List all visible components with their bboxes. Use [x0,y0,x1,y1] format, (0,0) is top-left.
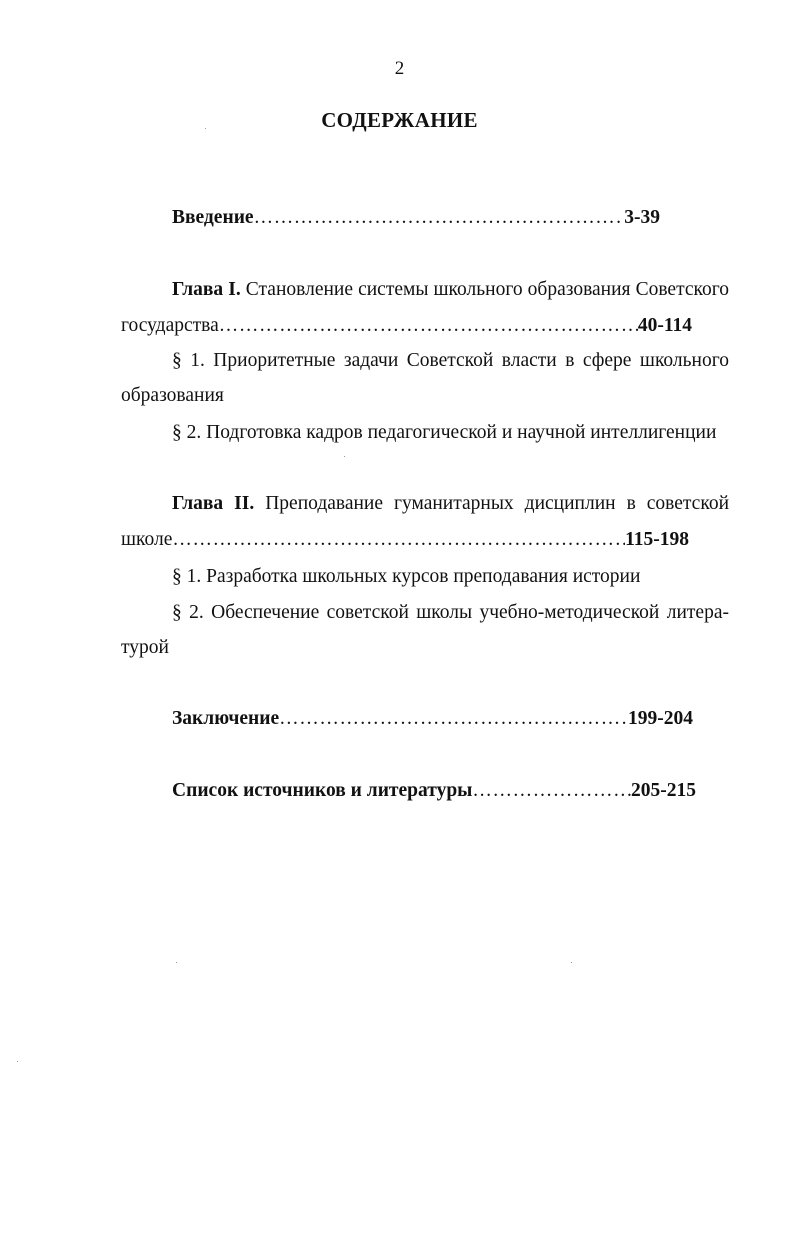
toc-chapter1-section1-cont: образования [121,385,224,406]
toc-entry-intro[interactable] [172,206,660,230]
toc-references-label: Список источников и литературы [172,780,473,801]
dot-leader [254,206,625,230]
toc-intro-label: Введение [172,207,254,228]
page-title: СОДЕРЖАНИЕ [321,108,478,132]
toc-chapter1-section1[interactable]: § 1. Приоритетные задачи Советской власти в сфере школьного [172,350,729,371]
page-number: 2 [394,58,405,79]
chapter1-title-line1: Становление системы школьного образования Советского [245,279,729,300]
chapter2-label: Глава II. [172,493,255,514]
toc-chapter2-pages-line[interactable] [121,528,689,552]
toc-chapter1-pages-line[interactable] [121,314,692,338]
chapter1-pages: 40-114 [637,315,692,336]
scan-speck [176,962,177,963]
toc-chapter2-section2-cont: турой [121,637,169,658]
scan-speck [344,456,345,457]
chapter1-title-line2: государства [121,315,219,336]
toc-intro-pages: 3-39 [624,207,660,228]
chapter2-title-line2: школе [121,529,173,550]
dot-leader [172,528,625,552]
toc-conclusion-label: Заключение [172,708,280,729]
toc-entry-conclusion[interactable] [172,707,693,731]
chapter2-title-line1: Преподавание гуманитарных дисциплин в советской [265,493,729,514]
toc-chapter1-section2[interactable]: § 2. Подготовка кадров педагогической и научной интеллигенции [172,422,717,443]
toc-chapter2-section1[interactable]: § 1. Разработка школьных курсов преподавания истории [172,566,641,587]
scan-speck [205,128,206,129]
chapter1-label: Глава I. [172,279,241,300]
toc-conclusion-pages: 199-204 [628,708,693,729]
toc-chapter2-section2[interactable]: § 2. Обеспечение советской школы учебно-методической литера- [172,602,729,623]
chapter2-pages: 115-198 [625,529,689,550]
dot-leader [279,707,628,731]
toc-chapter2-heading[interactable] [172,492,729,516]
toc-chapter1-heading[interactable] [172,278,729,302]
dot-leader [219,314,638,338]
dot-leader [472,779,631,803]
toc-entry-references[interactable] [172,779,696,803]
scan-speck [571,962,572,963]
toc-references-pages: 205-215 [631,780,696,801]
scan-speck [17,1061,18,1062]
